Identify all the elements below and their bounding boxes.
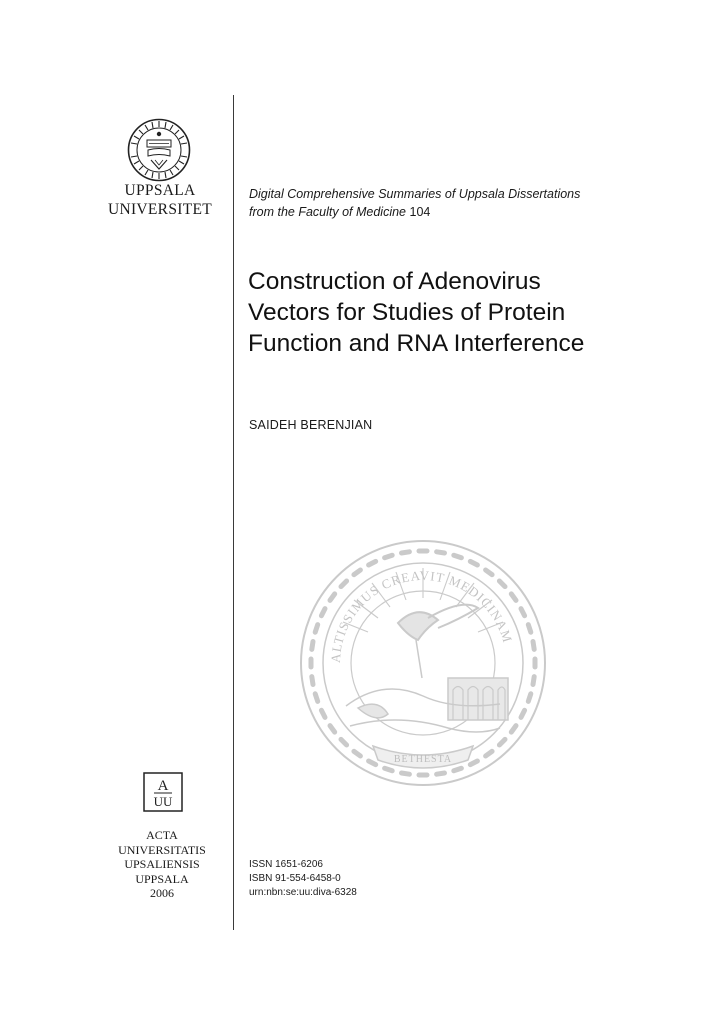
laurel-leaf [521, 609, 525, 616]
laurel-leaf [528, 694, 531, 702]
laurel-leaf [315, 625, 318, 633]
laurel-leaf [470, 561, 477, 565]
laurel-leaf [369, 561, 376, 565]
laurel-leaf [437, 773, 445, 774]
imprint-line-4: UPPSALA [135, 871, 189, 886]
series-statement [249, 185, 689, 221]
laurel-leaf [499, 739, 505, 745]
acta-logo-letters-uu: UU [153, 794, 173, 809]
laurel-leaf [330, 594, 335, 601]
dissertation-title [248, 266, 708, 359]
uppsala-university-seal-icon [127, 118, 191, 182]
publication-identifiers [249, 858, 357, 900]
series-name-part-2: from the Faculty of Medicine [249, 205, 407, 219]
issn: ISSN 1651-6206 [249, 859, 323, 870]
laurel-leaf [454, 768, 462, 771]
urn: urn:nbn:se:uu:diva-6328 [249, 887, 357, 898]
series-number: 104 [409, 205, 431, 219]
imprint-line-1: ACTA [146, 828, 178, 842]
university-name [104, 181, 216, 219]
laurel-leaf [454, 555, 462, 558]
laurel-leaf [321, 710, 325, 717]
emblem-banner-text: BETHESTA [393, 754, 453, 765]
laurel-leaf [470, 761, 477, 765]
laurel-leaf [369, 761, 376, 765]
laurel-leaf [315, 694, 318, 702]
imprint-line-2: UNIVERSITATIS [118, 842, 206, 857]
laurel-leaf [486, 751, 493, 756]
imprint-line-3: UPSALIENSIS [124, 857, 200, 871]
laurel-leaf [437, 552, 445, 553]
laurel-leaf [312, 677, 313, 685]
acta-logo-letter-a: A [157, 778, 169, 794]
laurel-leaf [402, 552, 410, 553]
laurel-leaf [486, 570, 493, 575]
publisher-imprint [100, 828, 224, 901]
title-line-3: Function and RNA Interference [248, 330, 585, 357]
laurel-leaf [330, 726, 335, 733]
university-name-line-2: UNIVERSITET [107, 201, 213, 218]
series-name-part-1: Digital Comprehensive Summaries of Uppsala Dissertations [249, 187, 581, 201]
laurel-leaf [533, 677, 534, 685]
emblem-motto: ALTISSIMUS CREAVIT MEDICINAM [327, 567, 516, 664]
laurel-leaf [354, 751, 361, 756]
laurel-leaf [385, 768, 393, 771]
isbn: ISBN 91-554-6458-0 [249, 873, 341, 884]
title-line-2: Vectors for Studies of Protein [248, 299, 566, 326]
university-name-line-1: UPPSALA [124, 182, 196, 199]
laurel-leaf [385, 555, 393, 558]
author-name: SAIDEH BERENJIAN [249, 418, 373, 432]
laurel-leaf [521, 710, 525, 717]
column-divider [233, 95, 234, 930]
laurel-leaf [341, 581, 347, 587]
laurel-leaf [312, 642, 313, 650]
laurel-leaf [511, 594, 516, 601]
imprint-year: 2006 [150, 886, 174, 900]
laurel-leaf [341, 739, 347, 745]
series-line-2 [249, 203, 689, 221]
acta-uu-logo-icon [143, 772, 183, 812]
laurel-leaf [533, 642, 534, 650]
laurel-leaf [321, 609, 325, 616]
laurel-leaf [402, 773, 410, 774]
laurel-leaf [511, 726, 516, 733]
laurel-leaf [354, 570, 361, 575]
faculty-of-medicine-emblem-icon [288, 528, 558, 798]
laurel-leaf [528, 625, 531, 633]
laurel-leaf [499, 581, 505, 587]
title-line-1: Construction of Adenovirus [248, 268, 541, 295]
series-line-1 [249, 185, 689, 203]
